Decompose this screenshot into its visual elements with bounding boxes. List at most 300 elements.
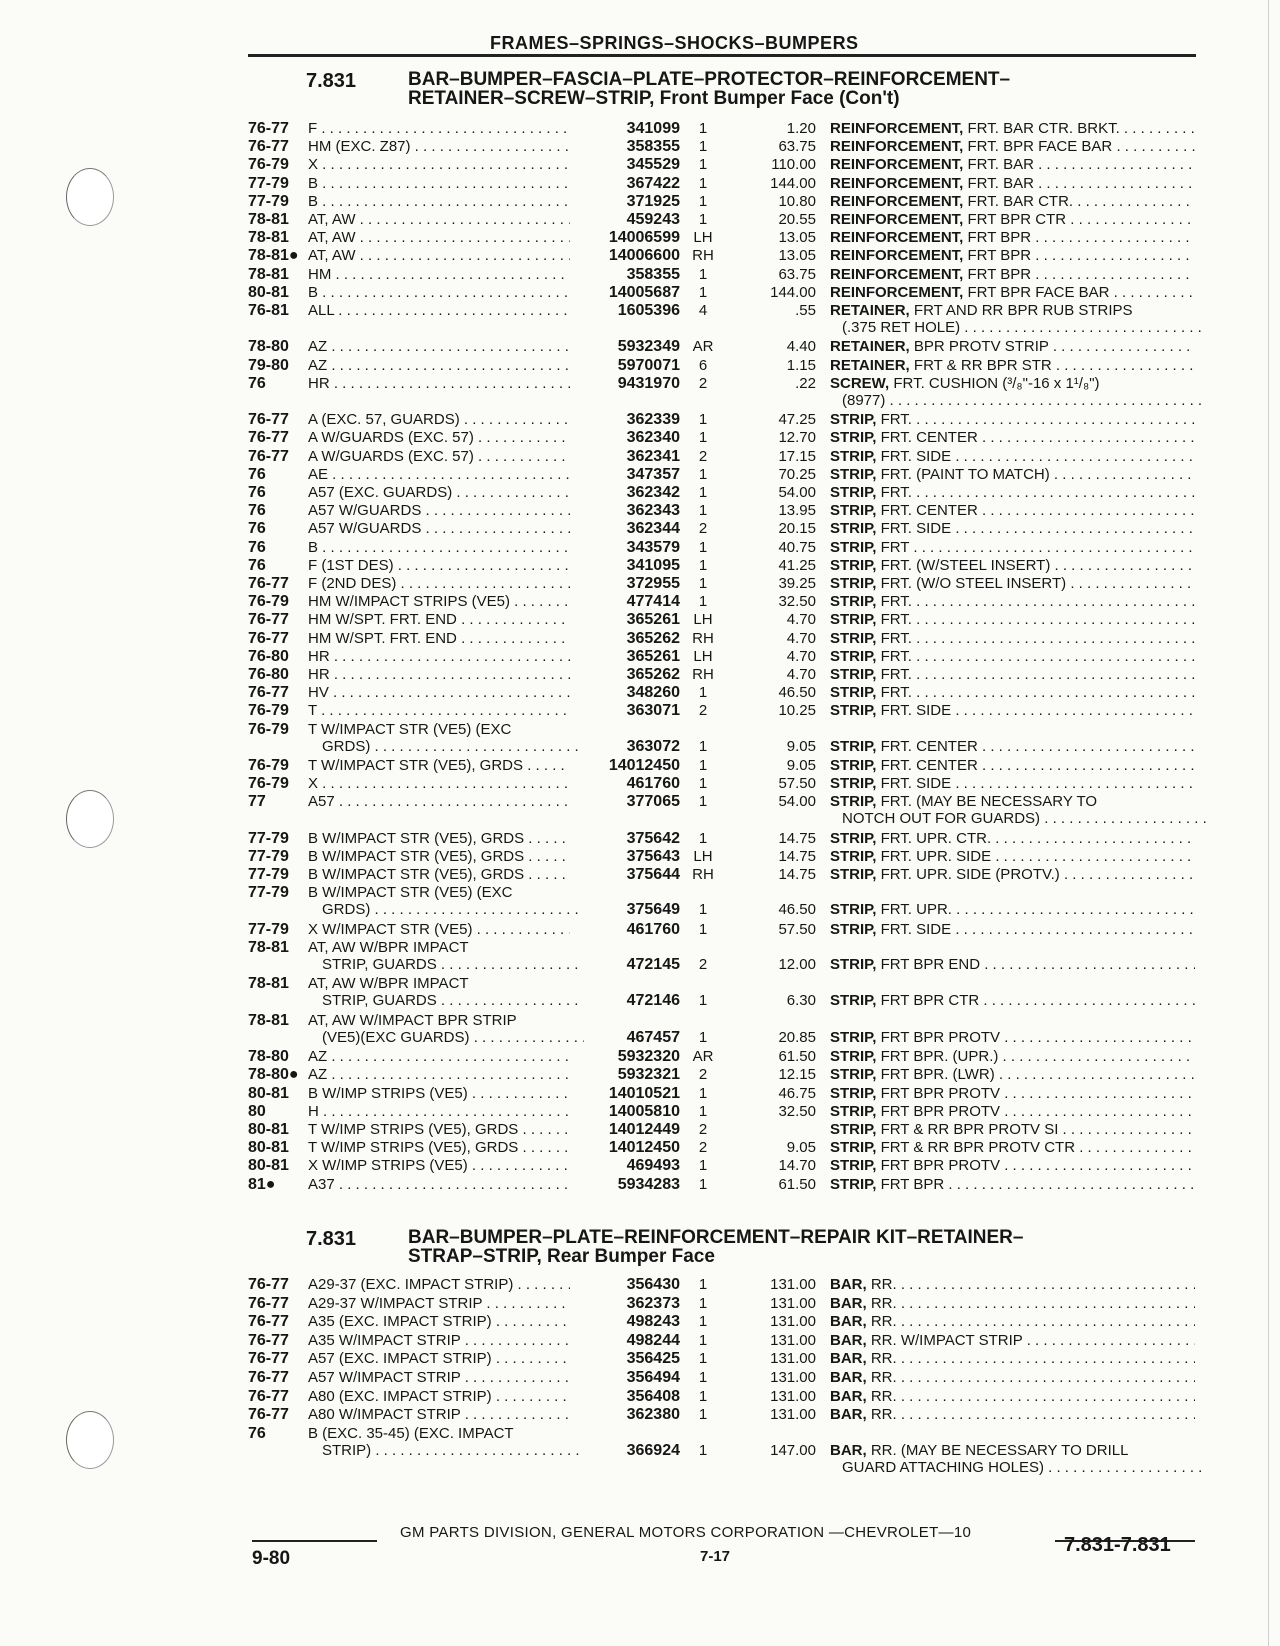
quantity: RH (692, 247, 714, 265)
quantity: 6 (698, 356, 708, 374)
part-description (830, 357, 1195, 374)
price: 131.00 (770, 1369, 816, 1386)
part-name: REINFORCEMENT, (830, 156, 964, 174)
part-number: 14006599 (608, 229, 680, 247)
part-detail: FRT. (876, 411, 912, 429)
part-detail: FRT. (876, 666, 912, 683)
part-name: STRIP, (830, 992, 877, 1010)
model-description: F (2ND DES) . . . (308, 575, 570, 592)
price: 12.00 (778, 956, 816, 973)
model-description: A57 W/IMPACT STRIP . . . (308, 1369, 570, 1386)
page-edge (1268, 0, 1269, 1646)
part-detail: FRT. UPR. SIDE (PROTV.) (876, 866, 1060, 884)
footer-date: 9-80 (252, 1548, 291, 1569)
part-number: 365262 (626, 629, 680, 647)
part-description (830, 1406, 1195, 1423)
part-detail: FRT & RR BPR PROTV SI (876, 1121, 1059, 1138)
part-description (830, 1029, 1195, 1046)
part-number: 14012450 (608, 757, 680, 774)
price: 57.50 (778, 920, 816, 938)
model-year: 76-79 (248, 757, 289, 774)
part-number: 375649 (626, 901, 680, 919)
binder-hole-icon (66, 1411, 114, 1469)
model-year: 76-79 (248, 702, 289, 720)
model-year: 76-80 (248, 666, 289, 683)
price: 32.50 (778, 1102, 816, 1120)
part-number: 14006600 (608, 247, 680, 265)
model-year: 77-79 (248, 866, 289, 884)
part-description (830, 866, 1195, 883)
model-description: AT, AW W/IMPACT BPR STRIP (308, 1011, 517, 1029)
part-detail: FRT BPR PROTV (876, 1028, 1001, 1046)
part-detail-cont: (.375 RET HOLE) . . . (842, 319, 1207, 336)
binder-hole-icon (66, 168, 114, 226)
part-name: STRIP, (830, 465, 877, 483)
model-description: AZ . . . (308, 338, 570, 355)
model-description: B W/IMP STRIPS (VE5) . . . (308, 1085, 570, 1102)
model-description: AT, AW W/BPR IMPACT (308, 975, 469, 993)
price: 1.20 (786, 120, 816, 137)
model-year: 80-81 (248, 1084, 289, 1102)
model-description: AT, AW . . . (308, 229, 570, 246)
model-description: A57 (EXC. IMPACT STRIP) . . . (308, 1350, 570, 1367)
model-description: AE . . . (308, 466, 570, 483)
quantity: 2 (698, 374, 708, 392)
model-year: 80-81 (248, 1157, 289, 1175)
model-description: A29-37 W/IMPACT STRIP . . . (308, 1295, 570, 1312)
price: 131.00 (770, 1331, 816, 1349)
part-number: 9431970 (617, 374, 680, 392)
quantity: AR (692, 1048, 714, 1066)
part-name: REINFORCEMENT, (830, 229, 964, 247)
model-year: 78-81 (248, 211, 289, 228)
part-number: 341095 (626, 556, 680, 574)
model-description: B . . . (308, 193, 570, 210)
part-name: BAR, (830, 1294, 867, 1312)
price: 131.00 (770, 1350, 816, 1368)
model-description: B . . . (308, 284, 570, 301)
part-number: 362343 (626, 502, 680, 520)
model-description: A57 W/GUARDS . . . (308, 502, 570, 519)
part-name: STRIP, (830, 866, 877, 884)
part-detail: RR. (866, 1313, 897, 1331)
price: 61.50 (778, 1175, 816, 1193)
part-detail: FRT BPR (963, 229, 1032, 247)
price: 110.00 (771, 156, 816, 174)
part-description (830, 1176, 1195, 1193)
part-description (830, 702, 1195, 719)
model-year: 80-81 (248, 283, 289, 301)
part-number: 5932321 (617, 1066, 680, 1084)
model-year: 76-80 (248, 647, 289, 665)
model-description: HM (EXC. Z87) . . . (308, 138, 570, 155)
part-name: STRIP, (830, 593, 877, 611)
part-description (830, 484, 1195, 501)
quantity: 1 (698, 465, 708, 483)
price: 12.15 (778, 1066, 816, 1084)
model-description: ALL . . . (308, 302, 570, 319)
part-name: STRIP, (830, 556, 877, 574)
price: 147.00 (770, 1441, 816, 1459)
part-name: BAR, (830, 1313, 867, 1331)
price: 144.00 (770, 174, 816, 192)
part-number: 14012450 (608, 1139, 680, 1157)
part-name: BAR, (830, 1276, 867, 1293)
price: 10.80 (778, 192, 816, 210)
binder-hole-icon (66, 790, 114, 848)
part-detail: FRT. BAR (963, 174, 1034, 192)
price: 9.05 (786, 757, 816, 774)
part-number: 356430 (626, 1276, 680, 1293)
model-year: 78-81 (248, 1011, 289, 1029)
model-description: HM . . . (308, 266, 570, 283)
part-detail: FRT BPR CTR (876, 992, 980, 1010)
model-year: 76-77 (248, 1331, 289, 1349)
part-detail: FRT. (876, 629, 912, 647)
part-description (830, 284, 1195, 301)
part-detail: FRT. SIDE (876, 447, 952, 465)
price: 40.75 (778, 538, 816, 556)
part-name: STRIP, (830, 684, 877, 702)
part-name: STRIP, (830, 1028, 877, 1046)
part-description (830, 738, 1195, 755)
part-detail: FRT BPR (876, 1175, 945, 1193)
part-name: RETAINER, (830, 338, 910, 356)
model-year: 76 (248, 556, 266, 574)
part-description (830, 1276, 1195, 1293)
model-year: 76-77 (248, 629, 289, 647)
part-name: STRIP, (830, 647, 877, 665)
price: 131.00 (770, 1406, 816, 1424)
part-number: 343579 (626, 538, 680, 556)
quantity: 1 (698, 502, 708, 520)
model-description: X W/IMPACT STR (VE5) . . . (308, 921, 570, 938)
part-name: STRIP, (830, 956, 877, 973)
part-detail: FRT. (876, 593, 912, 611)
quantity: 1 (698, 174, 708, 192)
part-name: BAR, (830, 1406, 867, 1424)
part-detail: RR. W/IMPACT STRIP (866, 1331, 1023, 1349)
part-number: 472145 (626, 956, 680, 973)
part-name: STRIP, (830, 1102, 877, 1120)
part-description (830, 775, 1195, 792)
price: 9.05 (786, 737, 816, 755)
part-description (830, 520, 1195, 537)
part-name: STRIP, (830, 757, 877, 774)
part-description (830, 302, 1195, 319)
part-detail: FRT. CENTER (876, 429, 978, 447)
model-year: 77-79 (248, 829, 289, 847)
part-detail-cont: GUARD ATTACHING HOLES) . . . (842, 1459, 1207, 1476)
part-number: 341099 (626, 120, 680, 137)
part-detail: FRT. BAR CTR. BRKT. (963, 120, 1120, 137)
price: 14.70 (778, 1157, 816, 1175)
price: 6.30 (786, 992, 816, 1010)
part-detail: FRT. UPR. (876, 901, 952, 919)
part-detail: FRT BPR. (UPR.) (876, 1048, 999, 1066)
model-year: 76-77 (248, 411, 289, 429)
model-description: AT, AW . . . (308, 211, 570, 228)
part-number: 347357 (626, 465, 680, 483)
model-year: 76 (248, 374, 266, 392)
model-year: 77 (248, 793, 266, 811)
part-detail: FRT. CENTER (876, 737, 978, 755)
price: 13.05 (778, 247, 816, 265)
model-description-cont: STRIP, GUARDS . . . (322, 992, 584, 1009)
quantity: 1 (698, 138, 708, 156)
part-detail: FRT BPR PROTV (876, 1102, 1001, 1120)
model-description: A (EXC. 57, GUARDS) . . . (308, 411, 570, 428)
price: 17.15 (778, 447, 816, 465)
part-number: 14005810 (608, 1102, 680, 1120)
model-year: 76 (248, 484, 266, 501)
model-year: 76-79 (248, 593, 289, 611)
part-description (830, 502, 1195, 519)
part-detail: FRT. SIDE (876, 702, 952, 720)
part-name: REINFORCEMENT, (830, 174, 964, 192)
part-detail: FRT. (876, 684, 912, 702)
price: 131.00 (770, 1313, 816, 1331)
price: 13.05 (778, 229, 816, 247)
part-detail: FRT. BPR FACE BAR (963, 138, 1113, 156)
quantity: 1 (698, 1313, 708, 1331)
model-year: 76-77 (248, 1350, 289, 1368)
part-description (830, 1048, 1195, 1065)
page-title: FRAMES–SPRINGS–SHOCKS–BUMPERS (490, 33, 859, 53)
part-number: 375644 (626, 866, 680, 884)
part-description (830, 648, 1195, 665)
part-name: BAR, (830, 1369, 867, 1386)
part-number: 14005687 (608, 283, 680, 301)
part-number: 363071 (626, 702, 680, 720)
quantity: 2 (698, 1121, 708, 1138)
quantity: 1 (698, 1084, 708, 1102)
part-description (830, 338, 1195, 355)
price: 46.75 (778, 1084, 816, 1102)
footer-page-number: 7-17 (700, 1548, 731, 1565)
part-description (830, 593, 1195, 610)
quantity: 1 (698, 775, 708, 793)
quantity: 2 (698, 1139, 708, 1157)
quantity: LH (693, 229, 713, 247)
quantity: 1 (698, 283, 708, 301)
part-detail: FRT BPR CTR (963, 211, 1067, 228)
model-year: 76-77 (248, 1276, 289, 1293)
quantity: 1 (698, 737, 708, 755)
part-name: STRIP, (830, 793, 877, 811)
model-year: 78-81 (248, 265, 289, 283)
part-detail: FRT. UPR. SIDE (876, 848, 992, 865)
quantity: 1 (698, 1369, 708, 1386)
part-description (830, 229, 1195, 246)
model-description: X W/IMP STRIPS (VE5) . . . (308, 1157, 570, 1174)
model-year: 76-77 (248, 575, 289, 592)
part-detail: FRT. BAR (963, 156, 1034, 174)
model-year: 76-77 (248, 611, 289, 629)
model-year: 78-81 (248, 229, 289, 247)
part-name: STRIP, (830, 1048, 877, 1066)
part-number: 356494 (626, 1369, 680, 1386)
model-year: 80 (248, 1102, 266, 1120)
part-detail: FRT. (876, 611, 912, 629)
part-detail-cont: (8977) . . . (842, 392, 1207, 409)
part-number: 469493 (626, 1157, 680, 1175)
model-description: B . . . (308, 175, 570, 192)
part-detail: RR. (866, 1387, 897, 1405)
model-year: 76-77 (248, 1294, 289, 1312)
part-description (830, 1388, 1195, 1405)
price: 13.95 (778, 502, 816, 520)
part-description (830, 266, 1195, 283)
part-name: STRIP, (830, 411, 877, 429)
part-description (830, 1313, 1195, 1330)
model-description-cont: (VE5)(EXC GUARDS) . . . (322, 1029, 584, 1046)
part-detail: FRT. SIDE (876, 920, 952, 938)
quantity: 1 (698, 1157, 708, 1175)
part-detail: RR. (866, 1350, 897, 1368)
price: 131.00 (770, 1387, 816, 1405)
model-description: T W/IMPACT STR (VE5), GRDS . . . (308, 757, 570, 774)
model-year: 78-80● (248, 1066, 299, 1084)
part-number: 477414 (626, 593, 680, 611)
part-number: 362340 (626, 429, 680, 447)
part-number: 459243 (626, 211, 680, 228)
part-description (830, 448, 1195, 465)
part-name: REINFORCEMENT, (830, 138, 964, 156)
model-description-cont: STRIP, GUARDS . . . (322, 956, 584, 973)
quantity: 1 (698, 901, 708, 919)
price: 12.70 (778, 429, 816, 447)
model-year: 76-77 (248, 1369, 289, 1386)
model-year: 76-77 (248, 120, 289, 137)
quantity: 1 (698, 156, 708, 174)
model-year: 76 (248, 502, 266, 520)
price: 39.25 (778, 575, 816, 592)
model-year: 76-81 (248, 302, 289, 319)
part-description (830, 1442, 1195, 1459)
part-description (830, 375, 1195, 392)
quantity: RH (692, 866, 714, 884)
part-description (830, 992, 1195, 1009)
part-detail: FRT. (876, 647, 912, 665)
model-description: AT, AW . . . (308, 247, 570, 264)
part-number: 362339 (626, 411, 680, 429)
quantity: 1 (698, 1331, 708, 1349)
model-description-cont: GRDS) . . . (322, 738, 584, 755)
model-description: HR . . . (308, 666, 570, 683)
part-name: STRIP, (830, 1121, 877, 1138)
part-number: 5934283 (617, 1175, 680, 1193)
model-year: 76-79 (248, 775, 289, 793)
price: 70.25 (778, 465, 816, 483)
model-year: 80-81 (248, 1121, 289, 1138)
part-description (830, 539, 1195, 556)
part-detail: FRT. (W/O STEEL INSERT) (876, 575, 1067, 592)
price: 1.15 (786, 356, 816, 374)
quantity: RH (692, 666, 714, 683)
part-name: STRIP, (830, 901, 877, 919)
quantity: 1 (698, 1028, 708, 1046)
part-number: 375642 (626, 829, 680, 847)
part-name: SCREW, (830, 374, 890, 392)
part-name: BAR, (830, 1350, 867, 1368)
part-name: STRIP, (830, 429, 877, 447)
model-year: 77-79 (248, 848, 289, 865)
part-number: 14010521 (608, 1084, 680, 1102)
price: 20.55 (778, 211, 816, 228)
model-description: B W/IMPACT STR (VE5), GRDS . . . (308, 848, 570, 865)
part-name: STRIP, (830, 538, 877, 556)
quantity: 2 (698, 520, 708, 538)
part-number: 356425 (626, 1350, 680, 1368)
part-number: 461760 (626, 775, 680, 793)
part-detail: BPR PROTV STRIP (909, 338, 1049, 356)
part-detail: RR. (866, 1406, 897, 1424)
part-detail: FRT. (PAINT TO MATCH) (876, 465, 1050, 483)
part-description (830, 757, 1195, 774)
part-number: 5932349 (617, 338, 680, 356)
part-name: STRIP, (830, 520, 877, 538)
model-description: A80 (EXC. IMPACT STRIP) . . . (308, 1388, 570, 1405)
part-number: 5932320 (617, 1048, 680, 1066)
model-description: B W/IMPACT STR (VE5) (EXC (308, 884, 513, 902)
part-name: REINFORCEMENT, (830, 247, 964, 265)
section-title-line1: BAR–BUMPER–PLATE–REINFORCEMENT–REPAIR KIT–RETAINER– (408, 1227, 1024, 1248)
model-description: A80 W/IMPACT STRIP . . . (308, 1406, 570, 1423)
part-description (830, 611, 1195, 628)
part-name: STRIP, (830, 920, 877, 938)
part-name: STRIP, (830, 829, 877, 847)
part-detail: FRT (876, 538, 910, 556)
quantity: 1 (698, 484, 708, 501)
part-description (830, 1369, 1195, 1386)
model-description: H . . . (308, 1103, 570, 1120)
model-year: 78-81 (248, 939, 289, 956)
part-description (830, 156, 1195, 173)
model-description: HV . . . (308, 684, 570, 701)
model-description: HM W/SPT. FRT. END . . . (308, 630, 570, 647)
part-name: STRIP, (830, 775, 877, 793)
part-name: STRIP, (830, 502, 877, 520)
part-detail: FRT BPR PROTV (876, 1157, 1001, 1175)
model-description: F . . . (308, 120, 570, 137)
section-code: 7.831 (306, 1228, 357, 1250)
part-number: 358355 (626, 138, 680, 156)
quantity: 1 (698, 411, 708, 429)
part-detail: FRT. (MAY BE NECESSARY TO (876, 793, 1098, 811)
price: 46.50 (778, 684, 816, 702)
part-number: 362341 (626, 447, 680, 465)
model-year: 76-77 (248, 1406, 289, 1424)
price: .55 (795, 302, 816, 319)
quantity: 1 (698, 1102, 708, 1120)
part-detail: FRT BPR FACE BAR (963, 283, 1110, 301)
quantity: 1 (698, 192, 708, 210)
part-number: 472146 (626, 992, 680, 1010)
price: 63.75 (778, 265, 816, 283)
model-description: T . . . (308, 702, 570, 719)
part-name: STRIP, (830, 447, 877, 465)
part-number: 362342 (626, 484, 680, 501)
model-description: HM W/IMPACT STRIPS (VE5) . . . (308, 593, 570, 610)
model-description: A W/GUARDS (EXC. 57) . . . (308, 429, 570, 446)
part-name: STRIP, (830, 1157, 877, 1175)
part-number: 362380 (626, 1406, 680, 1424)
part-detail: RR. (866, 1276, 897, 1293)
quantity: 1 (698, 211, 708, 228)
part-detail: FRT. (876, 484, 912, 501)
part-name: STRIP, (830, 484, 877, 501)
